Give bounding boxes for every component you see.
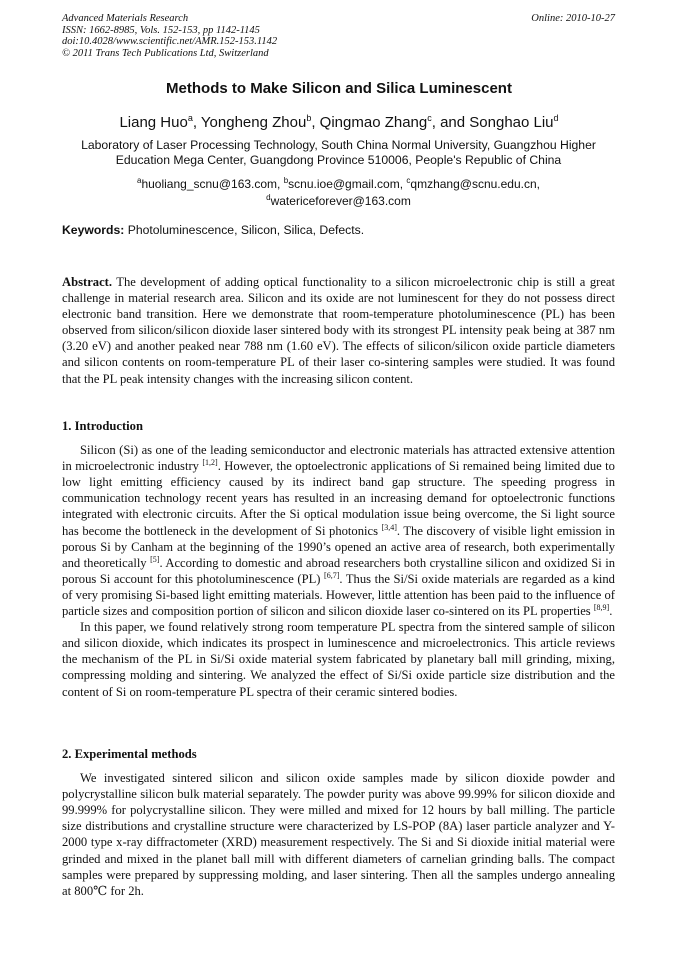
paragraph-text: . The discovery of visible light emission in porous Si by Canham at the beginning of the 1990’s opened an active area of research, both experimentally and theoretically: [62, 523, 615, 570]
journal-doi: doi:10.4028/www.scientific.net/AMR.152-153.1142: [62, 36, 278, 47]
paper-title: Methods to Make Silicon and Silica Luminescent: [166, 80, 512, 97]
author-emails: $^a$huoliang_scnu@163.com, $^b$scnu.ioe@gmail.com, $^c$qmzhang@scnu.edu.cn, $^d$watericeforever@163.com: [136, 176, 540, 208]
citation: [6,7]: [324, 570, 340, 580]
citation: [5]: [150, 554, 160, 564]
abstract: [62, 274, 615, 387]
author-mark: d: [553, 113, 559, 123]
author-name: Liang Huo: [119, 114, 188, 131]
paragraph: We investigated sintered silicon and silicon oxide samples made by silicon dioxide powder and polycrystalline silicon bulk material separately. The powder purity was above 99.99% for silicon dioxide and 99.999% for polycrystalline silicon. They were milled and mixed for 12 hours by ball milling. The particle size distributions and crystalline structure were characterized by LS-POP (8A) laser particle analyzer and Y-2000 type x-ray diffractometer (XRD) measurement respectively. The Si and Si dioxide initial material were grinded and mixed in the planet ball mill with different diameters of carnelian grinding balls. The compact samples were prepared by suppressing molding, and laser sintering. Then all the samples undergo annealing at 800℃ for 2h.: [62, 771, 615, 898]
author-mark: c: [427, 113, 432, 123]
paragraph-text: .: [609, 604, 613, 619]
author-list: [0, 113, 678, 131]
paragraph-text: . According to domestic and abroad researchers both crystalline silicon and oxidized Si in porous Si account for this photoluminescence (PL): [62, 555, 615, 586]
author-mark: a: [187, 113, 193, 123]
author-separator: ,: [192, 114, 201, 131]
citation: [8,9]: [593, 602, 610, 612]
email-b[interactable]: scnu.ioe@gmail.com,: [288, 177, 404, 191]
journal-copyright: © 2011 Trans Tech Publications Ltd, Switzerland: [62, 47, 269, 59]
affiliation: Laboratory of Laser Processing Technology, South China Normal University, Guangzhou Higher Education Mega Center, Guangdong Province 510006, People's Republic of China: [81, 138, 596, 167]
author-name: Qingmao Zhang: [319, 114, 428, 131]
abstract-label: Abstract.: [62, 275, 113, 289]
keywords: [62, 223, 615, 237]
citation: [3,4]: [381, 522, 397, 532]
email-a[interactable]: huoliang_scnu@163.com,: [141, 177, 281, 191]
paragraph: In this paper, we found relatively strong room temperature PL spectra from the sintered sample of silicon and silicon dioxide, which indicates its prospect in luminescence and microelectronics. This article reviews the mechanism of the PL in Si/Si oxide material system fabricated by planetary ball mill grinding, mixing, compressing molding and sintering. We analyzed the effect of Si/Si oxide particle size distribution and the content of Si on room-temperature PL spectra of their ceramic sintered bodies.: [62, 620, 615, 699]
keywords-label: Keywords:: [62, 223, 125, 237]
paragraph-text: . Thus the Si/Si oxide materials are regarded as a kind of very promising Si-based light emitting materials. However, little attention has been paid to the influence of particle sizes and composition portion of silicon and silicon dioxide laser co-sintered on its PL properties: [62, 571, 615, 619]
section-introduction: [62, 418, 615, 700]
journal-header: [62, 13, 615, 59]
section-heading: 1. Introduction: [62, 419, 143, 433]
paragraph-text: . However, the optoelectronic applications of Si remained being limited due to low light emitting efficiency caused by its indirect band gap structure. The speeding progress in communication technology recent years has resulted in an increasing demand for optoelectronic functions integrated with electronic circuits. After the Si optical modulation issue being overcome, the Si light source has become the bottleneck in the development of Si photonics: [62, 459, 615, 538]
paragraph-text: Silicon (Si) as one of the leading semiconductor and electronic materials has attracted extensive attention in microelectronic industry: [62, 443, 615, 474]
journal-issn: ISSN: 1662-8985, Vols. 152-153, pp 1142-1145: [62, 24, 260, 36]
author-name: Songhao Liu: [469, 114, 554, 131]
author-name: Yongheng Zhou: [200, 114, 307, 131]
abstract-text: The development of adding optical functionality to a silicon microelectronic chip is still a great challenge in material research area. Silicon and its oxide are not luminescent for they do not possess direct electronic band transition. Here we demonstrate that room-temperature photoluminescence (PL) has been observed from silicon/silicon dioxide laser sintered body with its strongest PL intensity peak being at 387 nm (3.20 eV) and another peaked near 788 nm (1.60 eV). The effects of silicon/silicon oxide particle diameters and silicon contents on room-temperature PL of their laser co-sintering samples were studied. It was found that the PL peak intensity changes with the increasing silicon content.: [62, 275, 615, 386]
journal-name: Advanced Materials Research: [62, 13, 189, 24]
email-d[interactable]: watericeforever@163.com: [270, 194, 411, 208]
citation: [1,2]: [202, 458, 218, 467]
section-heading: 2. Experimental methods: [62, 747, 197, 761]
author-separator: , and: [431, 114, 470, 131]
keywords-text: Photoluminescence, Silicon, Silica, Defects.: [127, 223, 365, 237]
email-c[interactable]: qmzhang@scnu.edu.cn,: [410, 177, 540, 191]
author-separator: ,: [311, 114, 320, 131]
author-mark: b: [306, 113, 312, 123]
section-methods: [62, 746, 615, 899]
paragraph: [62, 442, 615, 619]
online-date: Online: 2010-10-27: [531, 13, 615, 24]
